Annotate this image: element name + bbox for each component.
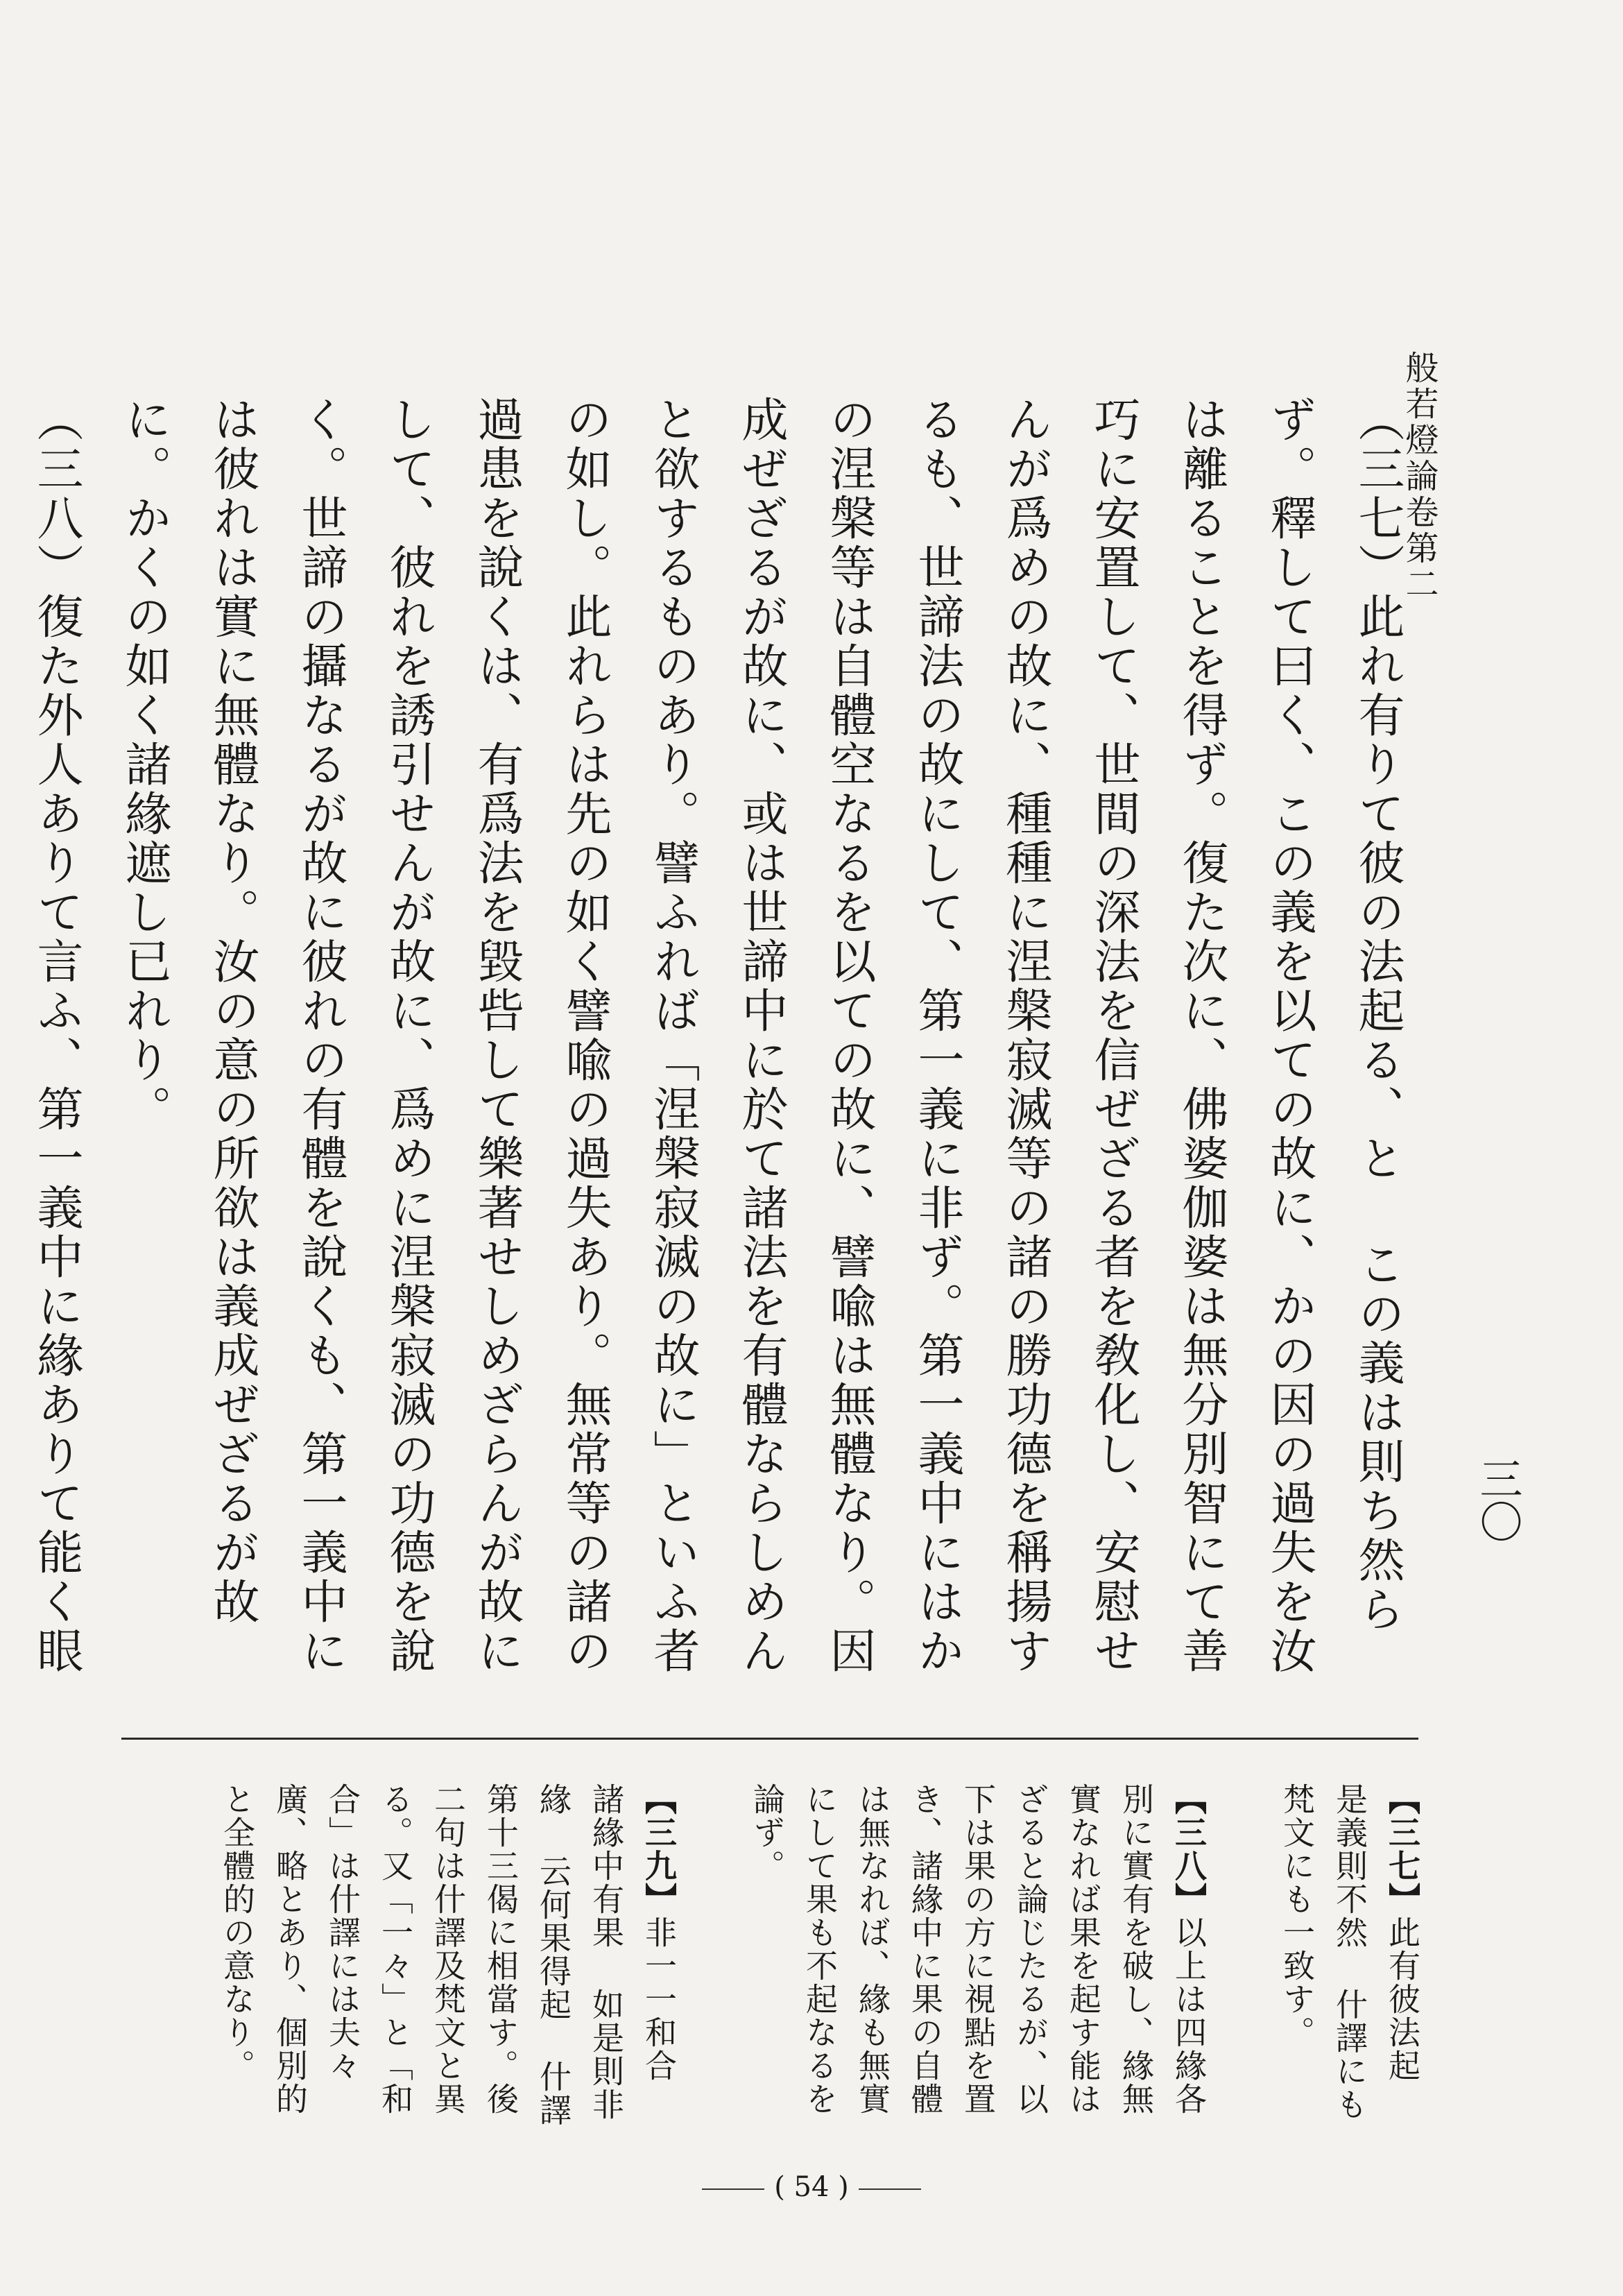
page-number: 三〇 [1472, 1457, 1523, 1543]
note-37-text: 此有彼法起 是義則不然 什譯にも梵文にも一致す。 [1278, 1783, 1421, 2121]
note-38 [741, 1783, 1215, 2143]
main-text [30, 395, 1422, 1679]
note-37 [1271, 1783, 1429, 2143]
note-38-text: 以上は四緣各別に實有を破し、緣無實なれば果を起す能はざると論じたるが、以下は果の方に視點を置き、諸緣中に果の自體は無なれば、緣も無實にして果も不起なるを論ず。 [748, 1783, 1208, 2116]
footer-rule-right [859, 2188, 921, 2190]
note-38-marker: 【三八】 [1170, 1783, 1208, 1916]
running-head: 般若燈論卷第二 [1400, 350, 1439, 603]
note-39 [211, 1783, 685, 2143]
note-37-marker: 【三七】 [1384, 1783, 1421, 1916]
footer-page-label: ( 54 ) [774, 2171, 849, 2203]
paragraph-38: （三八）復た外人ありて言ふ、第一義中に緣ありて能く眼 [30, 395, 84, 1676]
note-39-text: 非一一和合 諸緣中有果 如是則非緣 云何果得起 什譯第十三偈に相當す。後二句は什譯及梵文と異る。又「一々」と「和合」は什譯には夫々廣、略とあり、個別的と全體的の意なり。 [218, 1783, 678, 2127]
page-footer [0, 2171, 1623, 2203]
note-39-marker: 【三九】 [640, 1783, 678, 1916]
footer-rule-left [702, 2188, 764, 2190]
paragraph-37: （三七）此れ有りて彼の法起る、と この義は則ち然らず。釋して曰く、この義を以ての故に、かの因の過失を汝は離ることを得ず。復た次に、佛婆伽婆は無分別智にて善巧に安置して、世間の深法を信ぜざる者を敎化し、安慰せんが爲めの故に、種種に涅槃寂滅等の諸の勝功德を稱揚するも、世諦法の故にして、第一義に非ず。第一義中にはかの涅槃等は自體空なるを以ての故に、譬喩は無體なり。因成ぜざるが故に、或は世諦中に於て諸法を有體ならしめんと欲するものあり。譬ふれば「涅槃寂滅の故に」といふ者の如し。此れらは先の如く譬喩の過失あり。無常等の諸の過患を說くは、有爲法を毀呰して樂著せしめざらんが故にして、彼れを誘引せんが故に、爲めに涅槃寂滅の功德を說く。世諦の攝なるが故に彼れの有體を說くも、第一義中には彼れは實に無體なり。汝の意の所欲は義成ぜざるが故に。かくの如く諸緣遮し已れり。 [118, 395, 1405, 1676]
footnotes [111, 1783, 1429, 2143]
footnote-divider [121, 1738, 1418, 1740]
